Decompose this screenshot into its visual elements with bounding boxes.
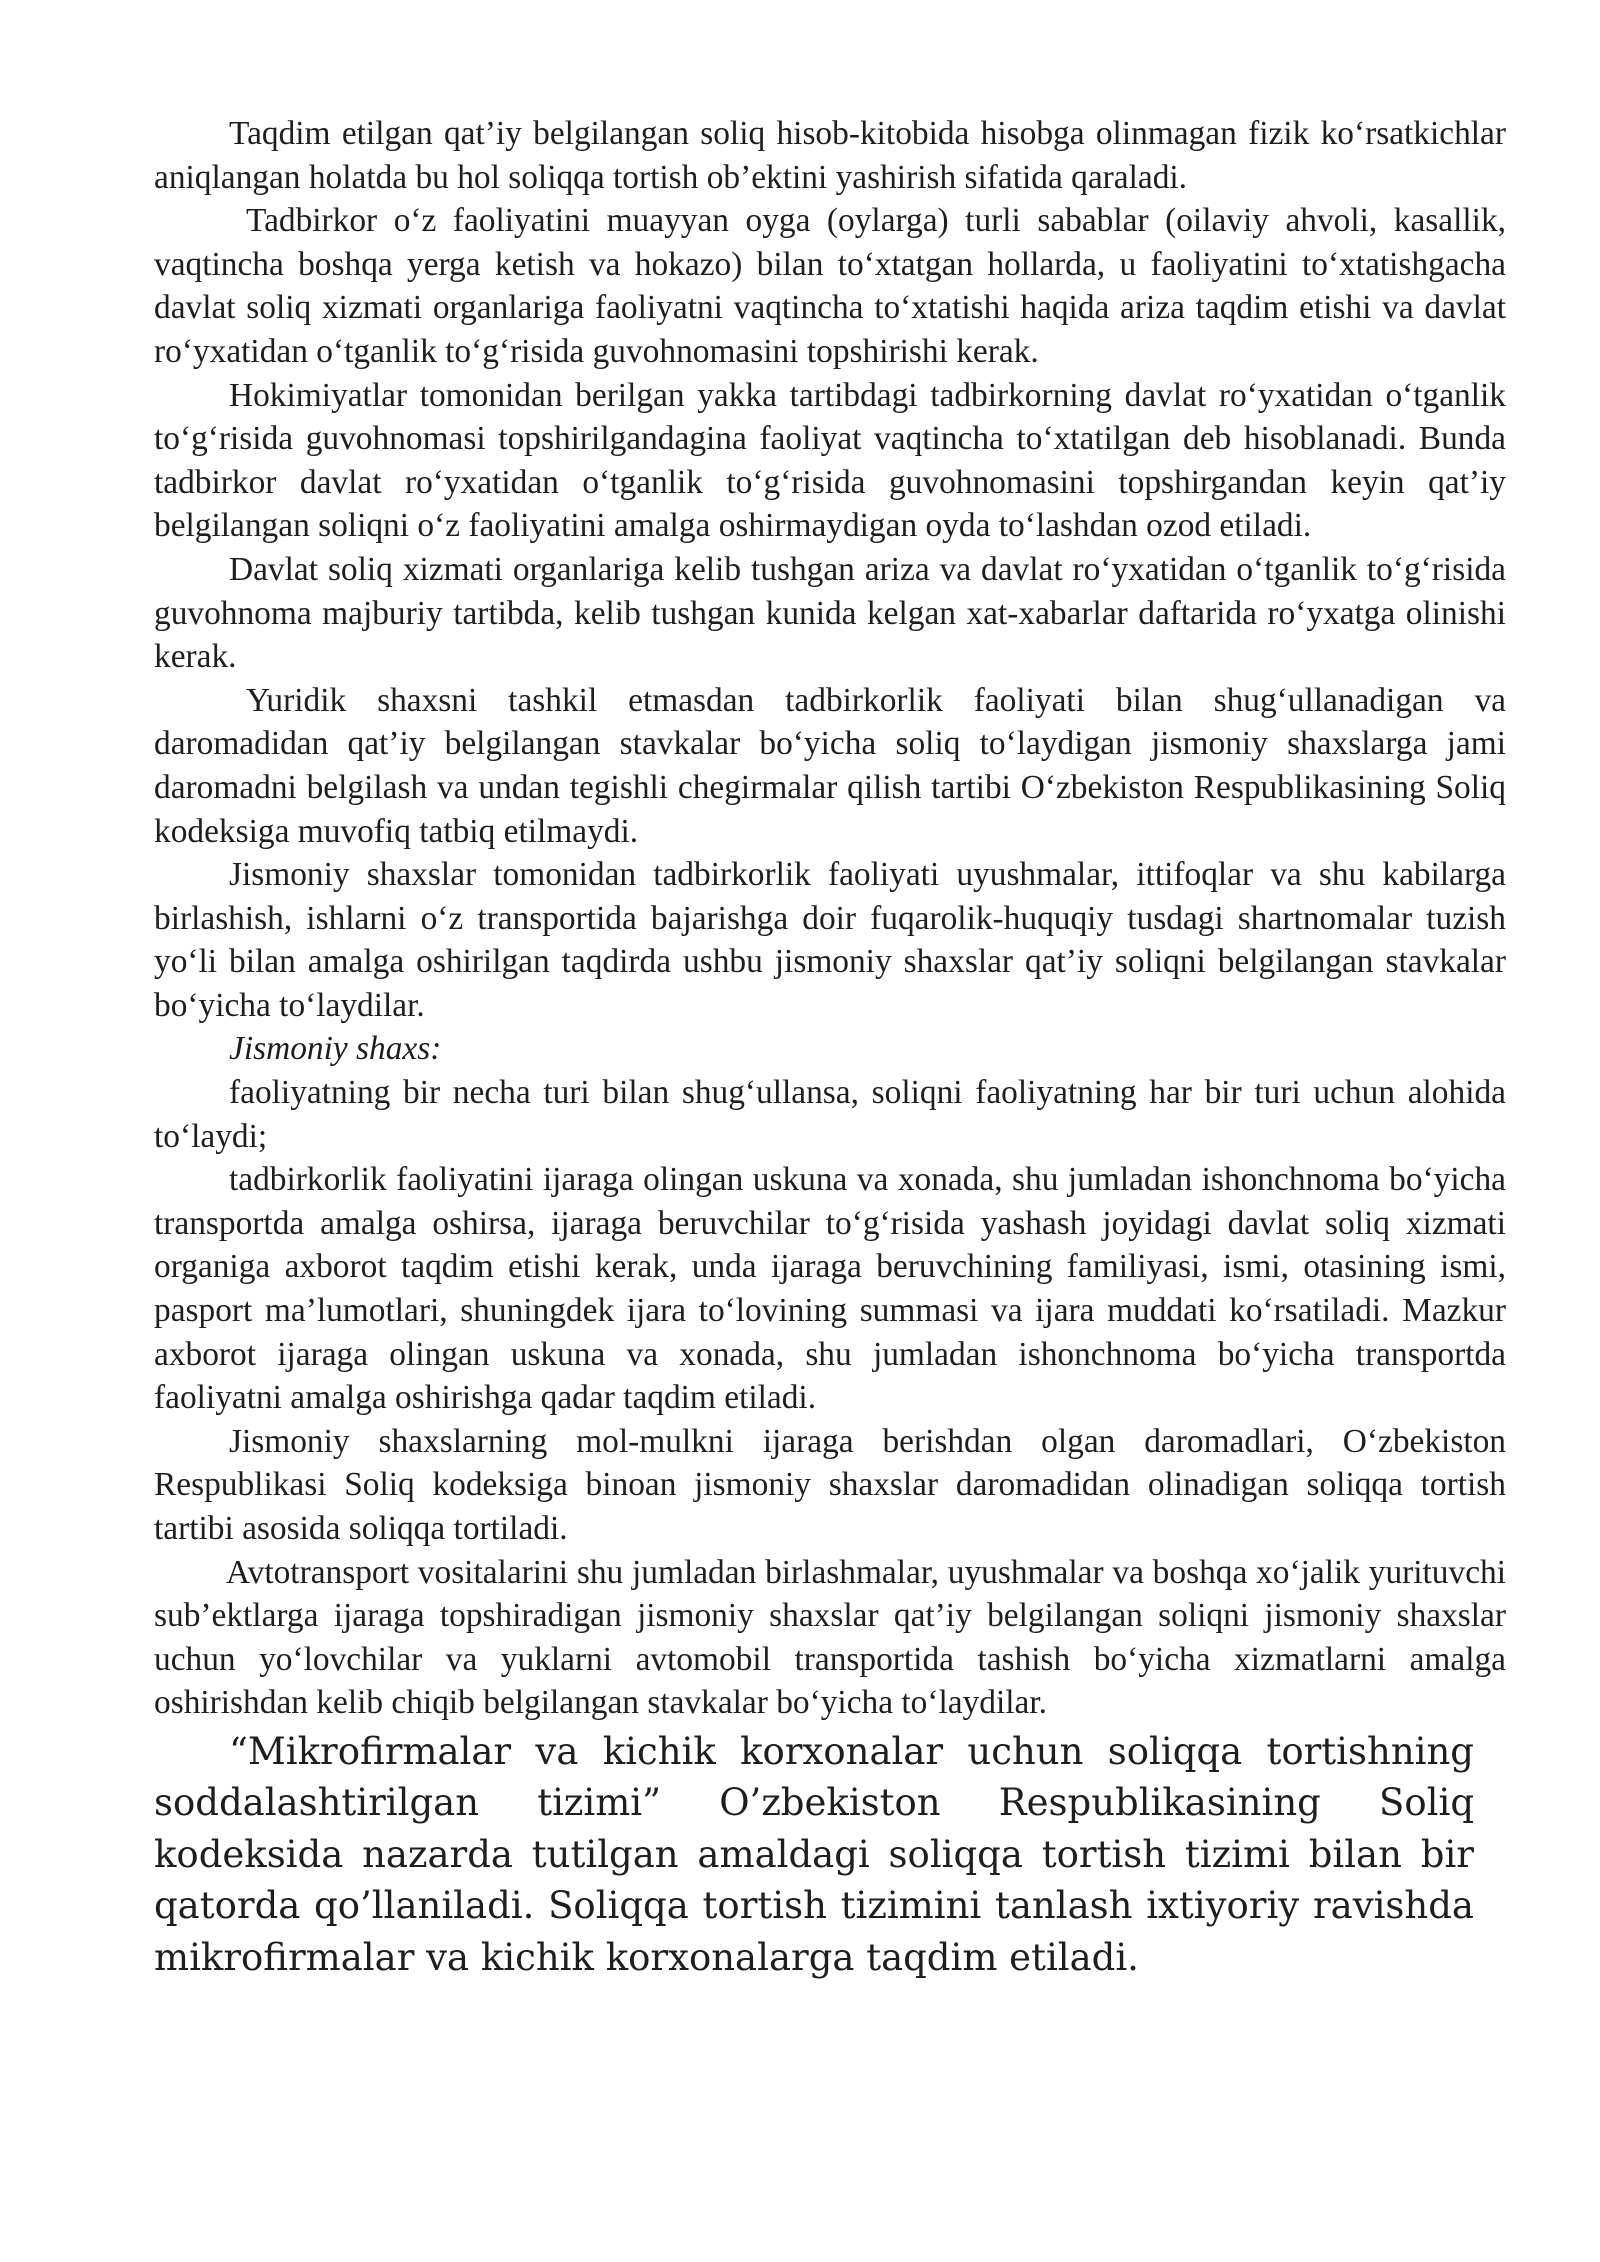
paragraph-simplified-tax-system: “Mikrofirmalar va kichik korxonalar uchun soliqqa tortishning soddalashtirilgan tizimi” O’zbekiston Respublikasining Soliq kodeksida nazarda tutilgan amaldagi soliqqa tortish tizimi bilan bir qatorda qo’llaniladi. Soliqqa tortish tizimini tanlash ixtiyoriy ravishda mikrofirmalar va kichik korxonalarga taqdim etiladi. <box>154 1729 1474 1979</box>
document-page <box>154 112 1506 1983</box>
paragraph-associations: Jismoniy shaxslar tomonidan tadbirkorlik faoliyati uyushmalar, ittifoqlar va shu kabilarga birlashish, ishlarni o‘z transportida bajarishga doir fuqarolik-huquqiy tusdagi shartnomalar tuzish yo‘li bilan amalga oshirilgan taqdirda ushbu jismoniy shaxslar qat’iy soliqni belgilangan stavkalar bo‘yicha to‘laydilar. <box>154 856 1506 1024</box>
paragraph-vehicle-lease: Avtotransport vositalarini shu jumladan birlashmalar, uyushmalar va boshqa xo‘jalik yurituvchi sub’ektlarga ijaraga topshiradigan jismoniy shaxslar qat’iy belgilangan soliqni jismoniy shaxslar uchun yo‘lovchilar va yuklarni avtomobil transportida tashish bo‘yicha xizmatlarni amalga oshirishdan kelib chiqib belgilangan stavkalar bo‘yicha to‘laydilar. <box>154 1553 1506 1722</box>
paragraph-application-registration: Davlat soliq xizmati organlariga kelib tushgan ariza va davlat ro‘yxatidan o‘tganlik to‘g‘risida guvohnoma majburiy tartibda, kelib tushgan kunida kelgan xat-xabarlar daftarida ro‘yxatga olinishi kerak. <box>154 550 1506 676</box>
paragraph-property-lease-income: Jismoniy shaxslarning mol-mulkni ijaraga berishdan olgan daromadlari, O‘zbekiston Respublikasi Soliq kodeksiga binoan jismoniy shaxslar daromadidan olinadigan soliqqa tortish tartibi asosida soliqqa tortiladi. <box>154 1422 1506 1547</box>
paragraph-activity-suspension: Tadbirkor o‘z faoliyatini muayyan oyga (oylarga) turli sabablar (oilaviy ahvoli, kasallik, vaqtincha boshqa yerga ketish va hokazo) bilan to‘xtatgan hollarda, u faoliyatini to‘xtatishgacha davlat soliq xizmati organlariga faoliyatni vaqtincha to‘xtatishi haqida ariza taqdim etishi va davlat ro‘yxatidan o‘tganlik to‘g‘risida guvohnomasini topshirishi kerak. <box>154 202 1506 370</box>
paragraph-income-deductions: Yuridik shaxsni tashkil etmasdan tadbirkorlik faoliyati bilan shug‘ullanadigan va daromadidan qat’iy belgilangan stavkalar bo‘yicha soliq to‘laydigan jismoniy shaxslarga jami daromadni belgilash va undan tegishli chegirmalar qilish tartibi O‘zbekiston Respublikasining Soliq kodeksiga muvofiq tatbiq etilmaydi. <box>154 681 1506 850</box>
paragraph-individual-heading: Jismoniy shaxs: <box>229 1030 442 1068</box>
paragraph-multiple-activities: faoliyatning bir necha turi bilan shug‘ullansa, soliqni faoliyatning har bir turi uchun alohida to‘laydi; <box>154 1074 1506 1155</box>
paragraph-unaccounted-indicators: Taqdim etilgan qat’iy belgilangan soliq hisob-kitobida hisobga olinmagan fizik ko‘rsatkichlar aniqlangan holatda bu hol soliqqa tortish ob’ektini yashirish sifatida qaraladi. <box>154 115 1506 196</box>
paragraph-certificate-surrender: Hokimiyatlar tomonidan berilgan yakka tartibdagi tadbirkorning davlat ro‘yxatidan o‘tganlik to‘g‘risida guvohnomasi topshirilgandagina faoliyat vaqtincha to‘xtatilgan deb hisoblanadi. Bunda tadbirkor davlat ro‘yxatidan o‘tganlik to‘g‘risida guvohnomasini topshirgandan keyin qat’iy belgilangan soliqni o‘z faoliyatini amalga oshirmaydigan oyda to‘lashdan ozod etiladi. <box>154 376 1506 545</box>
paragraph-leased-equipment: tadbirkorlik faoliyatini ijaraga olingan uskuna va xonada, shu jumladan ishonchnoma bo‘yicha transportda amalga oshirsa, ijaraga beruvchilar to‘g‘risida yashash joyidagi davlat soliq xizmati organiga axborot taqdim etishi kerak, unda ijaraga beruvchining familiyasi, ismi, otasining ismi, pasport ma’lumotlari, shuningdek ijara to‘lovining summasi va ijara muddati ko‘rsatiladi. Mazkur axborot ijaraga olingan uskuna va xonada, shu jumladan ishonchnoma bo‘yicha transportda faoliyatni amalga oshirishga qadar taqdim etiladi. <box>154 1161 1506 1417</box>
